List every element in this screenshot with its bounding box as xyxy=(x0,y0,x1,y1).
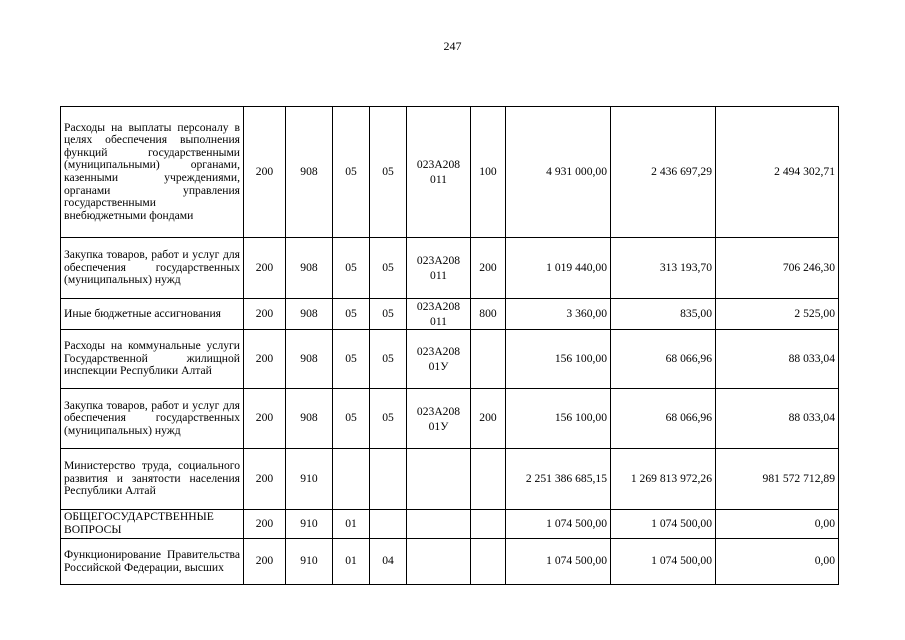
row-executed: 835,00 xyxy=(611,299,716,330)
row-name: Закупка товаров, работ и услуг для обеспечения государственных (муниципальных) нужд xyxy=(61,238,244,299)
row-executed: 313 193,70 xyxy=(611,238,716,299)
table-row xyxy=(61,389,839,449)
row-code: 200 xyxy=(244,330,286,389)
row-type xyxy=(471,330,506,389)
row-ministry: 908 xyxy=(286,330,333,389)
row-name: ОБЩЕГОСУДАРСТВЕННЫЕ ВОПРОСЫ xyxy=(61,510,244,539)
row-ministry: 908 xyxy=(286,389,333,449)
row-code: 200 xyxy=(244,449,286,510)
row-subsection: 05 xyxy=(370,389,407,449)
row-target: 023A208 01У xyxy=(407,330,471,389)
row-subsection: 05 xyxy=(370,299,407,330)
row-plan: 1 074 500,00 xyxy=(506,539,611,585)
row-plan: 156 100,00 xyxy=(506,330,611,389)
row-remainder: 0,00 xyxy=(716,539,839,585)
row-ministry: 910 xyxy=(286,449,333,510)
row-ministry: 908 xyxy=(286,107,333,238)
row-subsection: 05 xyxy=(370,238,407,299)
row-name: Расходы на коммунальные услуги Государственной жилищной инспекции Республики Алтай xyxy=(61,330,244,389)
row-subsection xyxy=(370,510,407,539)
row-plan: 4 931 000,00 xyxy=(506,107,611,238)
row-target xyxy=(407,510,471,539)
row-subsection: 05 xyxy=(370,107,407,238)
page-number: 247 xyxy=(443,39,462,53)
row-section: 01 xyxy=(333,539,370,585)
row-section: 05 xyxy=(333,107,370,238)
row-code: 200 xyxy=(244,389,286,449)
row-executed: 68 066,96 xyxy=(611,389,716,449)
row-name: Иные бюджетные ассигнования xyxy=(61,299,244,330)
row-ministry: 910 xyxy=(286,510,333,539)
row-target: 023A208 01У xyxy=(407,389,471,449)
row-name: Министерство труда, социального развития и занятости населения Республики Алтай xyxy=(61,449,244,510)
row-type: 200 xyxy=(471,389,506,449)
row-code: 200 xyxy=(244,107,286,238)
row-target: 023A208 011 xyxy=(407,107,471,238)
row-plan: 1 074 500,00 xyxy=(506,510,611,539)
row-target: 023A208 011 xyxy=(407,238,471,299)
row-remainder: 2 525,00 xyxy=(716,299,839,330)
table-row xyxy=(61,330,839,389)
table-row xyxy=(61,449,839,510)
table-row xyxy=(61,510,839,539)
row-remainder: 2 494 302,71 xyxy=(716,107,839,238)
row-code: 200 xyxy=(244,539,286,585)
budget-table xyxy=(60,106,839,585)
row-remainder: 88 033,04 xyxy=(716,330,839,389)
row-target xyxy=(407,449,471,510)
row-section: 05 xyxy=(333,238,370,299)
row-remainder: 981 572 712,89 xyxy=(716,449,839,510)
table-row xyxy=(61,539,839,585)
row-code: 200 xyxy=(244,238,286,299)
row-name: Функционирование Правительства Российской Федерации, высших xyxy=(61,539,244,585)
row-executed: 2 436 697,29 xyxy=(611,107,716,238)
table-row xyxy=(61,299,839,330)
row-target xyxy=(407,539,471,585)
table-row xyxy=(61,238,839,299)
row-ministry: 910 xyxy=(286,539,333,585)
row-section xyxy=(333,449,370,510)
row-type xyxy=(471,510,506,539)
row-executed: 1 269 813 972,26 xyxy=(611,449,716,510)
row-plan: 2 251 386 685,15 xyxy=(506,449,611,510)
row-code: 200 xyxy=(244,510,286,539)
row-ministry: 908 xyxy=(286,238,333,299)
row-remainder: 88 033,04 xyxy=(716,389,839,449)
row-type: 200 xyxy=(471,238,506,299)
row-name: Расходы на выплаты персоналу в целях обеспечения выполнения функций государственными (муниципальными) органами, казенными учреждениями, органами управления государственными внебюджетными фондами xyxy=(61,107,244,238)
row-plan: 3 360,00 xyxy=(506,299,611,330)
table-row xyxy=(61,107,839,238)
row-section: 05 xyxy=(333,330,370,389)
row-ministry: 908 xyxy=(286,299,333,330)
row-code: 200 xyxy=(244,299,286,330)
row-section: 01 xyxy=(333,510,370,539)
row-remainder: 0,00 xyxy=(716,510,839,539)
row-subsection: 04 xyxy=(370,539,407,585)
row-remainder: 706 246,30 xyxy=(716,238,839,299)
row-type: 800 xyxy=(471,299,506,330)
row-name: Закупка товаров, работ и услуг для обеспечения государственных (муниципальных) нужд xyxy=(61,389,244,449)
row-section: 05 xyxy=(333,389,370,449)
row-plan: 156 100,00 xyxy=(506,389,611,449)
row-section: 05 xyxy=(333,299,370,330)
row-target: 023A208 011 xyxy=(407,299,471,330)
row-subsection: 05 xyxy=(370,330,407,389)
row-executed: 1 074 500,00 xyxy=(611,539,716,585)
row-type xyxy=(471,449,506,510)
row-executed: 1 074 500,00 xyxy=(611,510,716,539)
row-subsection xyxy=(370,449,407,510)
row-type xyxy=(471,539,506,585)
row-type: 100 xyxy=(471,107,506,238)
row-executed: 68 066,96 xyxy=(611,330,716,389)
row-plan: 1 019 440,00 xyxy=(506,238,611,299)
